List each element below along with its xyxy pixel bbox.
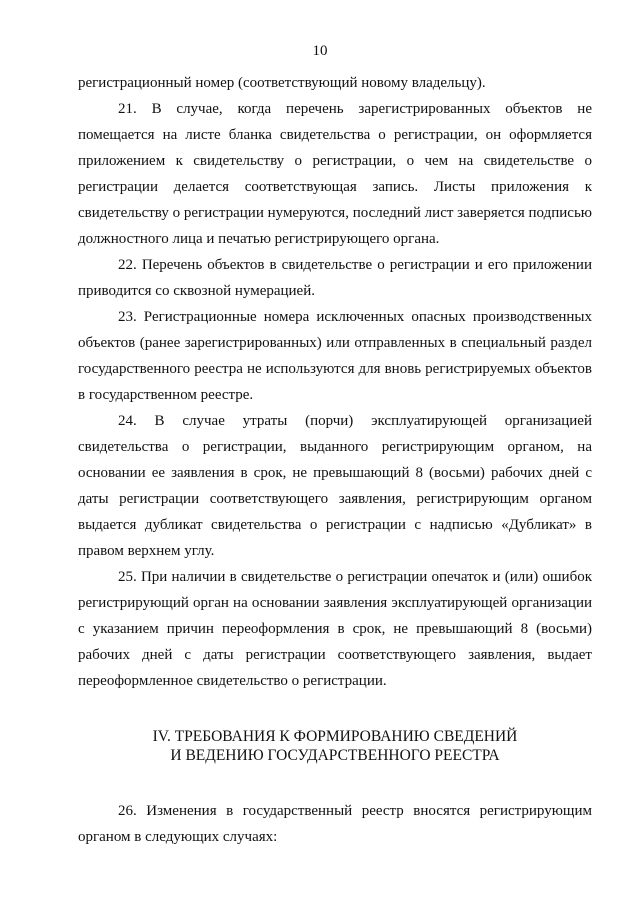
paragraph-24: 24. В случае утраты (порчи) эксплуатирующей организацией свидетельства о регистрации, выданного регистрирующим органом, на основании ее заявления в срок, не превышающий 8 (восьми) рабочих дней с даты регистрации соответствующего заявления, регистрирующим органом выдается дубликат свидетельства о регистрации с надписью «Дубликат» в правом верхнем углу. [78, 413, 592, 559]
paragraph-continuation: регистрационный номер (соответствующий новому владельцу). [78, 75, 486, 91]
section-heading [78, 727, 592, 765]
paragraph-25: 25. При наличии в свидетельстве о регистрации опечаток и (или) ошибок регистрирующий орган на основании заявления эксплуатирующей организации с указанием причин переоформления в срок, не превышающий 8 (восьми) рабочих дней с даты регистрации соответствующего заявления, выдает переоформленное свидетельство о регистрации. [78, 569, 592, 689]
paragraph-23: 23. Регистрационные номера исключенных опасных производственных объектов (ранее зарегистрированных) или отправленных в специальный раздел государственного реестра не используются для вновь регистрируемых объектов в государственном реестре. [78, 309, 592, 403]
section-heading-line-1: IV. ТРЕБОВАНИЯ К ФОРМИРОВАНИЮ СВЕДЕНИЙ [152, 728, 518, 745]
paragraph-26: 26. Изменения в государственный реестр вносятся регистрирующим органом в следующих случаях: [78, 803, 592, 845]
page-number: 10 [312, 43, 328, 59]
paragraph-22: 22. Перечень объектов в свидетельстве о регистрации и его приложении приводится со сквозной нумерацией. [78, 257, 592, 299]
section-heading-line-2: И ВЕДЕНИЮ ГОСУДАРСТВЕННОГО РЕЕСТРА [170, 747, 500, 764]
document-body [78, 70, 592, 850]
paragraph-21: 21. В случае, когда перечень зарегистрированных объектов не помещается на листе бланка свидетельства о регистрации, он оформляется приложением к свидетельству о регистрации, о чем на свидетельстве о регистрации делается соответствующая запись. Листы приложения к свидетельству о регистрации нумеруются, последний лист заверяется подписью должностного лица и печатью регистрирующего органа. [78, 101, 592, 247]
